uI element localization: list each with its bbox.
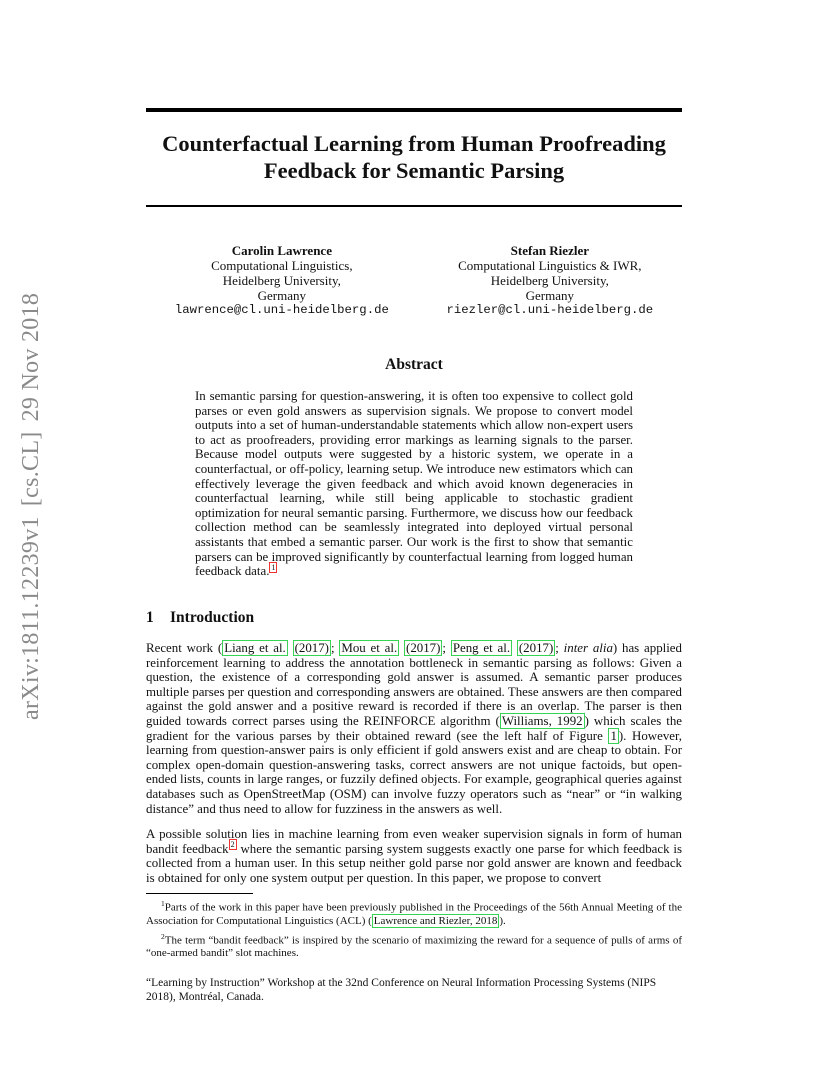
text-run: ; [555,641,564,655]
section-heading-introduction [146,609,254,627]
citation-williams[interactable] [500,713,585,729]
footnote-rule [146,893,253,894]
title-line-1: Counterfactual Learning from Human Proofreading [162,131,666,156]
text-run: ). However, learning from question-answer pairs is only efficient if gold answers exist and are cheap to obtain. For complex open-domain question-answering tasks, correct answers are not unique factoids, but open-ended lists, counts in large ranges, or fuzzily defined objects. For example, geographical queries against databases such as OpenStreetMap (OSM) can involve fuzzy operators such as “near” or “in walking distance” and thus need to allow for fuzziness in the answers as well. [146,728,682,816]
author-2 [447,243,654,318]
citation-liang[interactable]: Liang et al. [224,641,286,655]
footnote-ref-1[interactable]: 1 [271,562,276,572]
title-line-2: Feedback for Semantic Parsing [263,158,565,183]
author-affiliation: Heidelberg University, [490,273,609,288]
footnotes [146,897,682,962]
text-run: where the semantic parsing system suggests exactly one parse for which feedback is collected from a human user. In this setup neither gold parse nor gold answer are known and feedback is obtained for only one system output per question. In this paper, we propose to convert [146,841,682,885]
author-name: Stefan Riezler [510,243,589,258]
section-title: Introduction [170,609,255,626]
author-affiliation: Computational Linguistics & IWR, [458,258,642,273]
footnote-2 [146,930,682,961]
citation-peng-year[interactable]: (2017) [518,641,554,655]
text-run: ). [499,914,506,927]
section-number: 1 [146,609,154,626]
author-affiliation: Computational Linguistics, [211,258,353,273]
author-affiliation: Germany [257,288,307,303]
citation-mou[interactable]: Mou et al. [341,641,398,655]
text-run: The term “bandit feedback” is inspired by the scenario of maximizing the reward for a sequence of pulls of arms of “one-armed bandit” slot machines. [146,934,682,960]
abstract-text: In semantic parsing for question-answering, it is often too expensive to collect gold parses or even gold answers as supervision signals. We propose to convert model outputs into a set of human-understandable statements which allow non-expert users to act as proofreaders, providing error markings as learning signals to the parser. Because model outputs were suggested by a historic system, we operate in a counterfactual, or off-policy, learning setup. We introduce new estimators which can effectively leverage the given feedback and which avoid known degeneracies in counterfactual learning, while still being applicable to stochastic gradient optimization for neural semantic parsing. Furthermore, we discuss how our feedback collection method can be seamlessly integrated into deployed virtual personal assistants that embed a semantic parser. Our work is the first to show that semantic parsers can be improved significantly by counterfactual learning from logged human feedback data. [195,389,633,579]
author-1 [175,243,389,318]
text-run: ) which scales the gradient for the various parses by their obtained reward (see the left half of Figure [146,713,682,743]
text-run: ; [442,641,451,655]
arxiv-stamp [18,280,45,720]
footnote-ref-2[interactable]: 2 [230,840,235,850]
text-run: Parts of the work in this paper have been previously published in the Proceedings of the 56th Annual Meeting of the Association for Computational Linguistics (ACL) ( [146,901,682,927]
abstract-heading: Abstract [385,356,443,373]
citation-lawrence-riezler[interactable] [372,914,500,928]
citation-mou-year[interactable]: (2017) [406,641,441,655]
citation-author: Lawrence and Riezler [373,914,470,927]
author-block [146,243,682,318]
text-run-italic: inter alia [563,641,613,655]
venue-note: “Learning by Instruction” Workshop at the 32nd Conference on Neural Information Processing Systems (NIPS 2018), Montréal, Canada. [146,977,657,1003]
footnote-mark: 1 [161,899,165,908]
author-email[interactable]: lawrence@cl.uni-heidelberg.de [174,303,389,317]
author-name: Carolin Lawrence [231,243,332,258]
title-bottom-rule [146,205,682,207]
text-run: Recent work ( [146,641,223,655]
author-affiliation: Germany [525,288,575,303]
footnote-mark: 2 [161,931,165,941]
citation-author: Williams [501,713,549,728]
intro-paragraph-2 [146,827,682,885]
figure-ref-1[interactable]: 1 [610,728,617,743]
paper-title [146,130,682,184]
arxiv-id[interactable]: arXiv:1811.12239v1 [18,516,44,720]
text-run: A possible solution lies in machine learning from even weaker supervision signals in form of human bandit feedback [146,827,682,856]
citation-year: , 1992 [548,713,583,728]
title-top-rule [146,108,682,112]
intro-paragraph-1 [146,641,682,816]
text-run: ) has applied reinforcement learning to address the annotation bottleneck in semantic parsing as follows: Given a question, the existence of a corresponding gold answer is assumed. A semantic parser produces multiple parses per question and corresponding answers are obtained. These answers are then compared against the gold answer and a positive reward is recorded if there is an overlap. The parser is then guided towards correct parses using the REINFORCE algorithm ( [146,641,682,728]
author-affiliation: Heidelberg University, [222,273,341,288]
author-email[interactable]: riezler@cl.uni-heidelberg.de [446,303,654,317]
citation-year: , 2018 [469,914,498,927]
citation-liang-year[interactable]: (2017) [294,641,329,655]
abstract-body [195,389,633,579]
arxiv-category: [cs.CL] [18,431,44,507]
text-run: ; [330,641,340,655]
arxiv-date: 29 Nov 2018 [18,292,44,422]
citation-peng[interactable]: Peng et al. [452,641,511,655]
footnote-1 [146,897,682,928]
